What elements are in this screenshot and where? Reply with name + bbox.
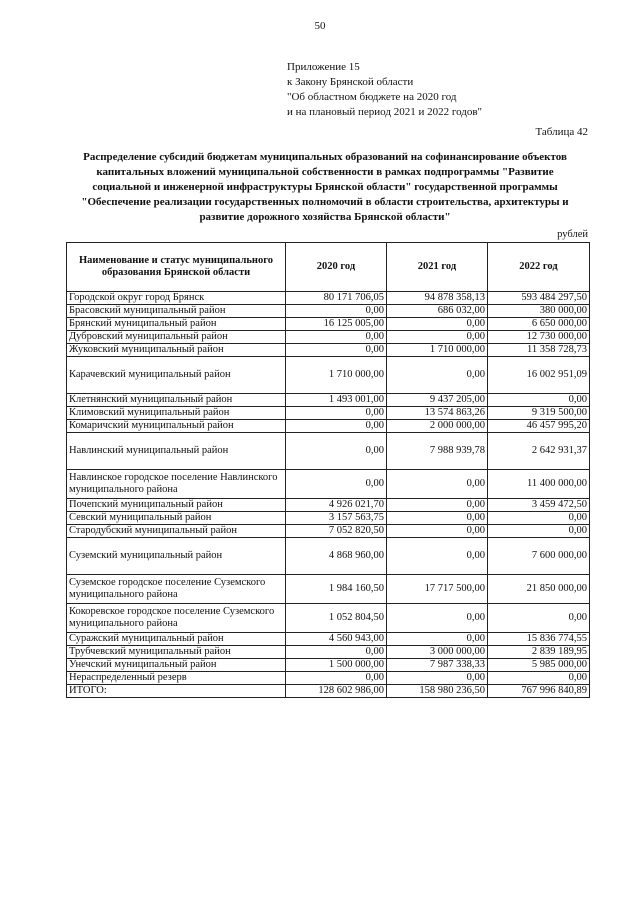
table-row [67, 305, 590, 318]
amount-2020-cell: 0,00 [286, 305, 387, 318]
table-body [67, 292, 590, 698]
header-municipality: Наименование и статус муниципального образования Брянской области [67, 243, 286, 292]
amount-2021-cell: 0,00 [387, 604, 488, 633]
amount-2022-cell: 7 600 000,00 [488, 538, 590, 575]
table-row [67, 470, 590, 499]
amount-2022-cell: 0,00 [488, 672, 590, 685]
amount-2020-cell: 1 710 000,00 [286, 357, 387, 394]
amount-2021-cell: 13 574 863,26 [387, 407, 488, 420]
header-2020: 2020 год [286, 243, 387, 292]
municipality-cell: Суземский муниципальный район [67, 538, 286, 575]
amount-2021-cell: 1 710 000,00 [387, 344, 488, 357]
amount-2022-cell: 0,00 [488, 525, 590, 538]
municipality-cell: Брянский муниципальный район [67, 318, 286, 331]
amount-2021-cell: 7 988 939,78 [387, 433, 488, 470]
municipality-cell: Кокоревское городское поселение Суземского муниципального района [67, 604, 286, 633]
amount-2021-cell: 3 000 000,00 [387, 646, 488, 659]
table-row [67, 659, 590, 672]
amount-2020-cell: 1 493 001,00 [286, 394, 387, 407]
amount-2022-cell: 5 985 000,00 [488, 659, 590, 672]
amount-2020-cell: 0,00 [286, 420, 387, 433]
amount-2022-cell: 11 358 728,73 [488, 344, 590, 357]
amount-2022-cell: 3 459 472,50 [488, 499, 590, 512]
amount-2022-cell: 0,00 [488, 512, 590, 525]
amount-2020-cell: 16 125 005,00 [286, 318, 387, 331]
amount-2020-cell: 0,00 [286, 344, 387, 357]
municipality-cell: Дубровский муниципальный район [67, 331, 286, 344]
document-title [60, 150, 590, 225]
municipality-cell: Навлинский муниципальный район [67, 433, 286, 470]
table-row [67, 512, 590, 525]
amount-2021-cell: 0,00 [387, 525, 488, 538]
table-row [67, 646, 590, 659]
municipality-cell: Стародубский муниципальный район [67, 525, 286, 538]
appendix-line: и на плановый период 2021 и 2022 годов" [287, 106, 483, 118]
amount-2021-cell: 0,00 [387, 672, 488, 685]
amount-2021-cell: 9 437 205,00 [387, 394, 488, 407]
amount-2021-cell: 94 878 358,13 [387, 292, 488, 305]
title-line: Распределение субсидий бюджетам муниципальных образований на софинансирование объектов [83, 151, 567, 163]
amount-2021-cell: 17 717 500,00 [387, 575, 488, 604]
municipality-cell: Суземское городское поселение Суземского муниципального района [67, 575, 286, 604]
title-line: капитальных вложений муниципальной собственности в рамках подпрограммы "Развитие [96, 166, 554, 178]
header-2021: 2021 год [387, 243, 488, 292]
table-row [67, 604, 590, 633]
amount-2022-cell: 767 996 840,89 [488, 685, 590, 698]
amount-2022-cell: 6 650 000,00 [488, 318, 590, 331]
municipality-cell: Суражский муниципальный район [67, 633, 286, 646]
municipality-cell: Клетнянский муниципальный район [67, 394, 286, 407]
amount-2020-cell: 3 157 563,75 [286, 512, 387, 525]
amount-2021-cell: 7 987 338,33 [387, 659, 488, 672]
table-header-row [67, 243, 590, 292]
amount-2022-cell: 46 457 995,20 [488, 420, 590, 433]
amount-2022-cell: 15 836 774,55 [488, 633, 590, 646]
amount-2020-cell: 0,00 [286, 407, 387, 420]
header-2022: 2022 год [488, 243, 590, 292]
amount-2022-cell: 12 730 000,00 [488, 331, 590, 344]
amount-2022-cell: 9 319 500,00 [488, 407, 590, 420]
subsidy-table [66, 242, 590, 698]
municipality-cell: Почепский муниципальный район [67, 499, 286, 512]
amount-2022-cell: 380 000,00 [488, 305, 590, 318]
amount-2021-cell: 0,00 [387, 470, 488, 499]
table-row [67, 499, 590, 512]
table-row [67, 575, 590, 604]
amount-2022-cell: 593 484 297,50 [488, 292, 590, 305]
amount-2021-cell: 0,00 [387, 538, 488, 575]
amount-2020-cell: 4 868 960,00 [286, 538, 387, 575]
table-row [67, 292, 590, 305]
amount-2021-cell: 0,00 [387, 633, 488, 646]
amount-2020-cell: 0,00 [286, 331, 387, 344]
table-label: Таблица 42 [535, 126, 588, 138]
amount-2020-cell: 0,00 [286, 470, 387, 499]
appendix-line: "Об областном бюджете на 2020 год [287, 91, 457, 103]
title-line: развитие дорожного хозяйства Брянской области" [199, 211, 451, 223]
amount-2020-cell: 128 602 986,00 [286, 685, 387, 698]
amount-2022-cell: 21 850 000,00 [488, 575, 590, 604]
table-row [67, 538, 590, 575]
table-row [67, 420, 590, 433]
municipality-cell: Трубчевский муниципальный район [67, 646, 286, 659]
municipality-cell: Навлинское городское поселение Навлинского муниципального района [67, 470, 286, 499]
table-row [67, 672, 590, 685]
amount-2021-cell: 0,00 [387, 512, 488, 525]
amount-2020-cell: 1 500 000,00 [286, 659, 387, 672]
municipality-cell: Нераспределенный резерв [67, 672, 286, 685]
amount-2022-cell: 0,00 [488, 604, 590, 633]
municipality-cell: ИТОГО: [67, 685, 286, 698]
amount-2022-cell: 0,00 [488, 394, 590, 407]
amount-2020-cell: 80 171 706,05 [286, 292, 387, 305]
amount-2020-cell: 1 052 804,50 [286, 604, 387, 633]
title-line: "Обеспечение реализации государственных полномочий в области строительства, архитектуры и [81, 196, 569, 208]
amount-2020-cell: 4 926 021,70 [286, 499, 387, 512]
municipality-cell: Городской округ город Брянск [67, 292, 286, 305]
units-label: рублей [557, 229, 588, 240]
amount-2022-cell: 2 839 189,95 [488, 646, 590, 659]
amount-2022-cell: 16 002 951,09 [488, 357, 590, 394]
amount-2021-cell: 686 032,00 [387, 305, 488, 318]
amount-2021-cell: 2 000 000,00 [387, 420, 488, 433]
table-row [67, 525, 590, 538]
appendix-line: Приложение 15 [287, 61, 360, 73]
table-row [67, 685, 590, 698]
amount-2022-cell: 11 400 000,00 [488, 470, 590, 499]
title-line: социальной и инженерной инфраструктуры Брянской области" государственной программы [92, 181, 558, 193]
table-row [67, 633, 590, 646]
amount-2020-cell: 1 984 160,50 [286, 575, 387, 604]
municipality-cell: Брасовский муниципальный район [67, 305, 286, 318]
amount-2020-cell: 0,00 [286, 646, 387, 659]
amount-2021-cell: 0,00 [387, 331, 488, 344]
municipality-cell: Севский муниципальный район [67, 512, 286, 525]
page-number: 50 [314, 20, 326, 32]
municipality-cell: Жуковский муниципальный район [67, 344, 286, 357]
municipality-cell: Комаричский муниципальный район [67, 420, 286, 433]
table-row [67, 357, 590, 394]
table-row [67, 407, 590, 420]
amount-2022-cell: 2 642 931,37 [488, 433, 590, 470]
appendix-block [287, 60, 482, 120]
table-row [67, 344, 590, 357]
amount-2020-cell: 7 052 820,50 [286, 525, 387, 538]
table-row [67, 331, 590, 344]
municipality-cell: Унечский муниципальный район [67, 659, 286, 672]
amount-2020-cell: 4 560 943,00 [286, 633, 387, 646]
appendix-line: к Закону Брянской области [287, 76, 414, 88]
amount-2021-cell: 158 980 236,50 [387, 685, 488, 698]
table-row [67, 318, 590, 331]
amount-2021-cell: 0,00 [387, 499, 488, 512]
amount-2021-cell: 0,00 [387, 318, 488, 331]
table-row [67, 394, 590, 407]
amount-2021-cell: 0,00 [387, 357, 488, 394]
amount-2020-cell: 0,00 [286, 672, 387, 685]
municipality-cell: Карачевский муниципальный район [67, 357, 286, 394]
municipality-cell: Климовский муниципальный район [67, 407, 286, 420]
table-row [67, 433, 590, 470]
amount-2020-cell: 0,00 [286, 433, 387, 470]
